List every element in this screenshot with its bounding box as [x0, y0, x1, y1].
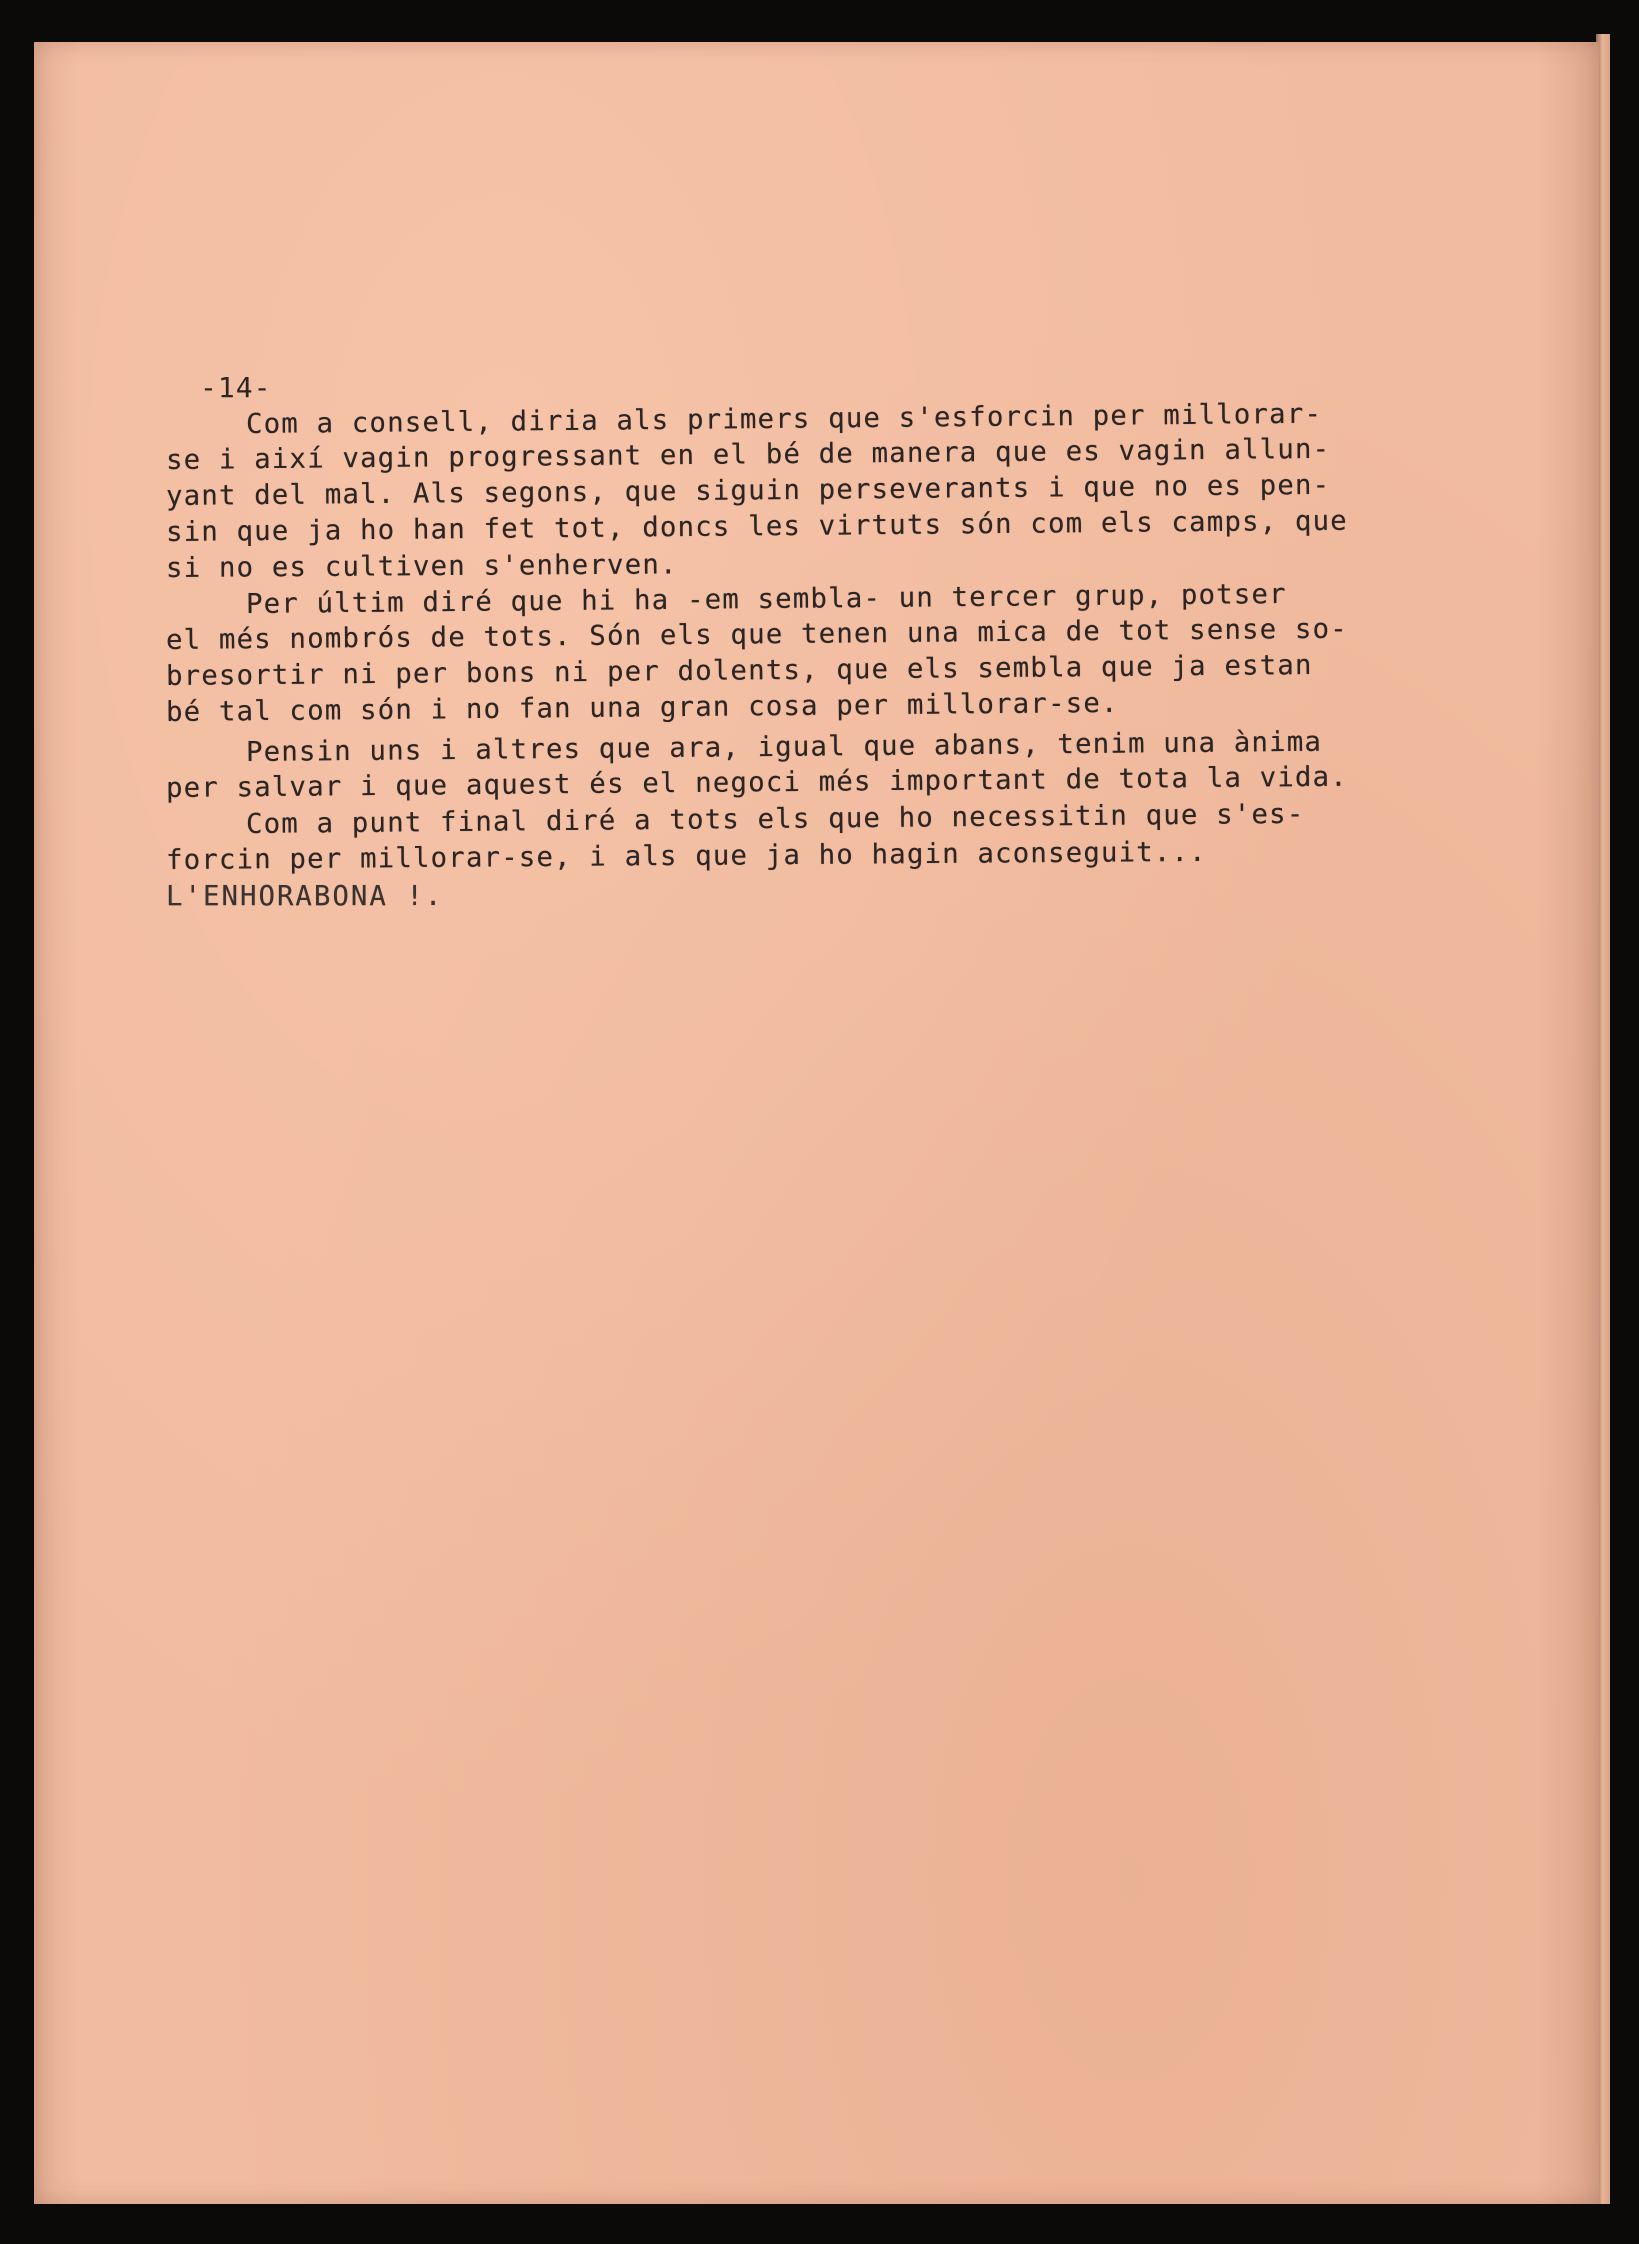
text-line: Com a consell, diria als primers que s'esforcin per millorar-: [245, 398, 1323, 440]
closing-line: L'ENHORABONA !.: [166, 881, 444, 912]
text-line: forcin per millorar-se, i als que ja ho hagin aconseguit...: [165, 836, 1207, 876]
typewritten-page: [34, 42, 1599, 2204]
text-line: Com a punt final diré a tots els que ho necessitin que s'es-: [245, 798, 1305, 840]
text-line: bresortir ni per bons ni per dolents, que els sembla que ja estan: [165, 649, 1313, 692]
text-line: si no es cultiven s'enherven.: [165, 549, 678, 584]
text-line: sin que ja ho han fet tot, doncs les virtuts són com els camps, que: [165, 505, 1349, 548]
text-line: yant del mal. Als segons, que siguin perseverants i que no es pen-: [165, 469, 1331, 512]
text-line: per salvar i que aquest és el negoci més important de tota la vida.: [165, 761, 1349, 804]
text-line: el més nombrós de tots. Són els que tenen una mica de tot sense so-: [165, 613, 1349, 656]
text-line: se i així vagin progressant en el bé de manera que es vagin allun-: [165, 433, 1331, 476]
text-line: Pensin uns i altres que ara, igual que abans, tenim una ànima: [245, 726, 1323, 768]
text-line: bé tal com són i no fan una gran cosa per millorar-se.: [165, 687, 1119, 728]
page-number: -14-: [200, 371, 272, 404]
text-line: Per últim diré que hi ha -em sembla- un tercer grup, potser: [245, 579, 1287, 620]
